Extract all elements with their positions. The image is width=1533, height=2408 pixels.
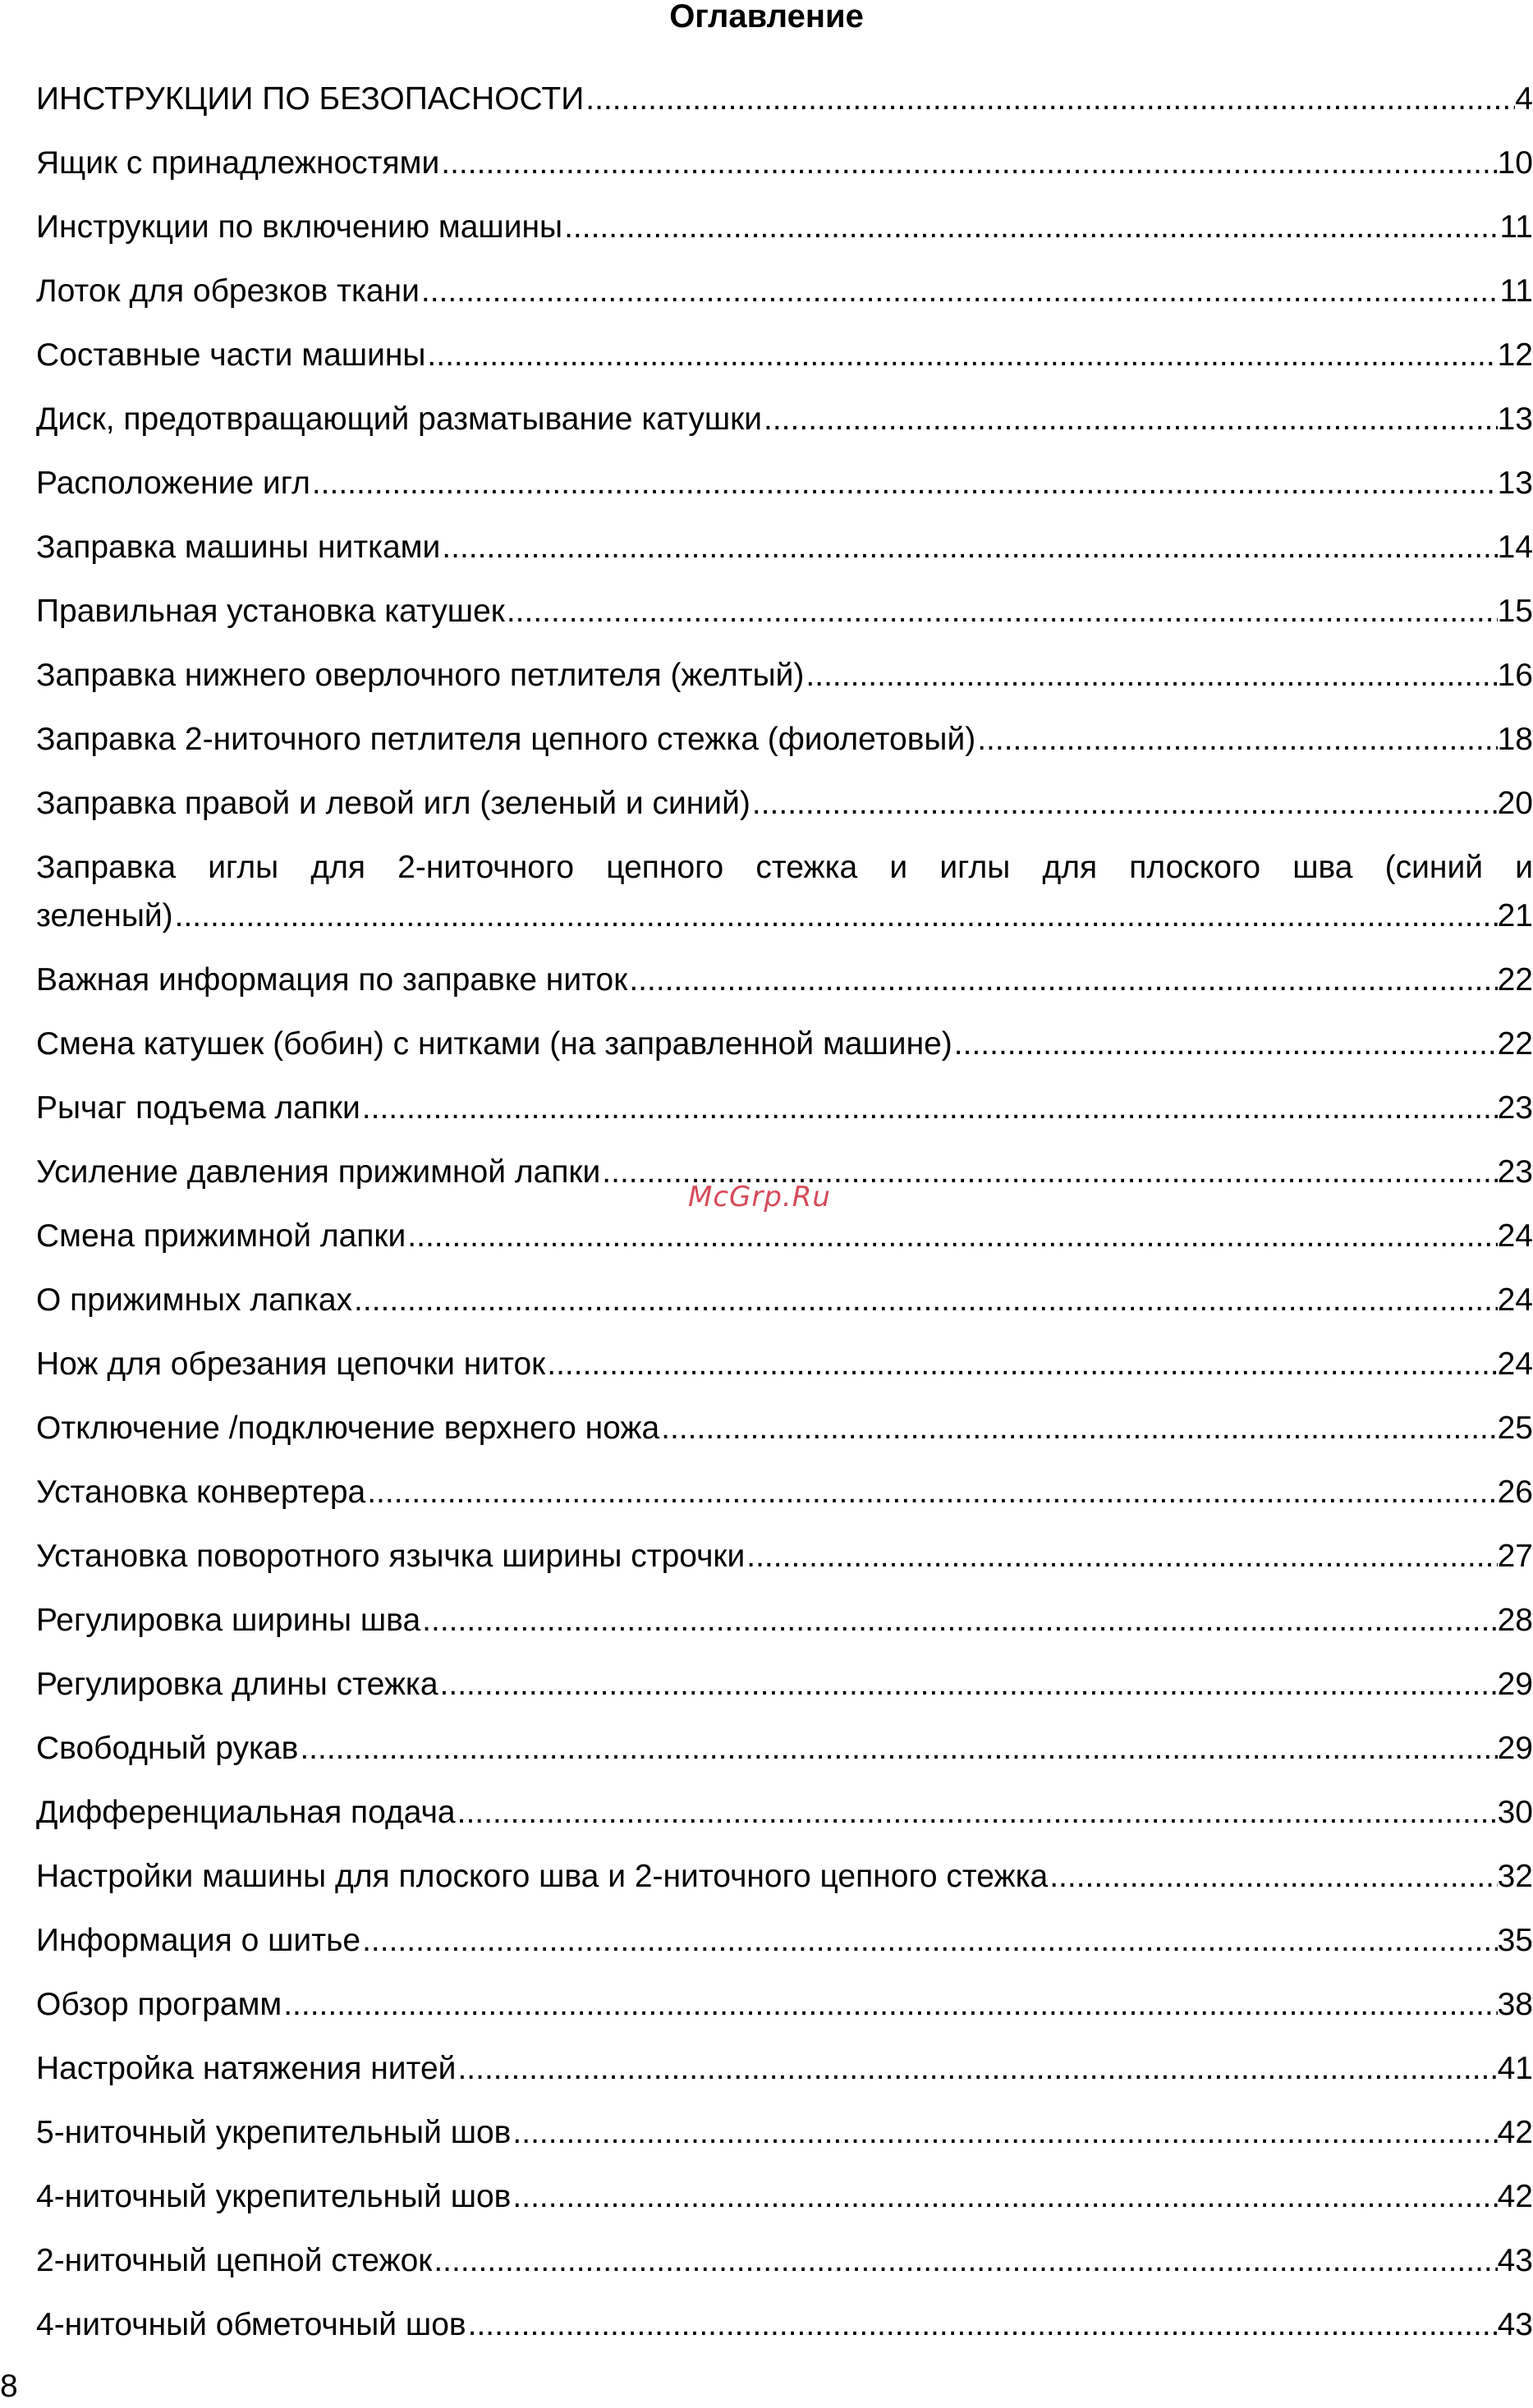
toc-entry-label: Смена прижимной лапки — [36, 1218, 406, 1254]
toc-entry-label: Смена катушек (бобин) с нитками (на заправленной машине) — [36, 1025, 952, 1062]
toc-entry[interactable] — [36, 1597, 1533, 1645]
toc-entry-label: Расположение игл — [36, 466, 310, 501]
toc-dot-leader — [661, 1405, 1497, 1453]
toc-entry[interactable] — [36, 1917, 1533, 1965]
toc-entry-page: 21 — [1497, 897, 1533, 933]
toc-entry-label: Инструкции по включению машины — [36, 209, 563, 245]
toc-entry-label: Правильная установка катушек — [36, 594, 505, 629]
toc-entry-label: 2-ниточный цепной стежок — [36, 2242, 433, 2278]
toc-entry[interactable] — [36, 780, 1533, 828]
toc-entry-label: Настройки машины для плоского шва и 2-ниточного цепного стежка — [36, 1858, 1049, 1894]
toc-entry-page: 28 — [1497, 1602, 1533, 1638]
toc-entry-page: 13 — [1497, 466, 1533, 501]
toc-entry-page: 41 — [1497, 2050, 1533, 2086]
toc-entry[interactable] — [36, 1789, 1533, 1837]
toc-entry-page: 29 — [1497, 1666, 1533, 1702]
toc-entry-page: 30 — [1497, 1794, 1533, 1830]
toc-entry-label: Ящик с принадлежностями — [36, 145, 440, 181]
toc-entry[interactable] — [36, 2301, 1533, 2350]
toc-entry-page: 16 — [1497, 658, 1533, 693]
toc-entry-label: Информация о шитье — [36, 1922, 361, 1958]
toc-entry[interactable] — [36, 1981, 1533, 2030]
toc-dot-leader — [512, 2173, 1497, 2222]
toc-dot-leader — [752, 780, 1498, 828]
toc-dot-leader — [629, 956, 1497, 1005]
toc-entry[interactable] — [36, 1853, 1533, 1901]
toc-entry[interactable] — [36, 1405, 1533, 1453]
toc-dot-leader — [585, 76, 1515, 124]
toc-entry[interactable] — [36, 140, 1533, 188]
toc-entry-page: 27 — [1497, 1538, 1533, 1574]
toc-dot-leader — [457, 1789, 1498, 1837]
toc-entry-label: Отключение /подключение верхнего ножа — [36, 1410, 660, 1446]
toc-dot-leader — [422, 1597, 1497, 1645]
toc-entry-page: 29 — [1497, 1730, 1533, 1766]
toc-dot-leader — [175, 892, 1498, 941]
toc-entry-label: Усиление давления прижимной лапки — [36, 1154, 601, 1190]
toc-entry-page: 43 — [1497, 2242, 1533, 2278]
toc-dot-leader — [468, 2301, 1498, 2350]
toc-entry-label: Диск, предотвращающий разматывание катушки — [36, 401, 763, 437]
toc-entry[interactable] — [36, 588, 1533, 636]
toc-dot-leader — [746, 1533, 1497, 1581]
toc-entry-page: 11 — [1499, 209, 1533, 245]
toc-dot-leader — [440, 1661, 1498, 1709]
toc-entry-label-line1: Заправка иглы для 2-ниточного цепного стежка и иглы для плоского шва (синий и — [36, 850, 1533, 885]
toc-entry[interactable] — [36, 716, 1533, 764]
toc-entry-page: 24 — [1497, 1346, 1533, 1382]
toc-entry[interactable] — [36, 1277, 1533, 1325]
toc-entry-page: 15 — [1497, 594, 1533, 629]
toc-entry-page: 43 — [1497, 2306, 1533, 2342]
page-number: 8 — [0, 2369, 18, 2404]
page-title: Оглавление — [669, 0, 864, 34]
toc-dot-leader — [421, 268, 1500, 316]
toc-entry[interactable] — [36, 652, 1533, 700]
toc-entry-page: 24 — [1497, 1282, 1533, 1318]
toc-entry-page: 38 — [1497, 1986, 1533, 2022]
table-of-contents — [36, 76, 1533, 2365]
toc-entry[interactable] — [36, 1661, 1533, 1709]
toc-entry-page: 24 — [1497, 1218, 1533, 1254]
toc-entry-label: Свободный рукав — [36, 1730, 299, 1766]
toc-entry[interactable] — [36, 1725, 1533, 1773]
toc-entry-label: Установка конвертера — [36, 1474, 366, 1510]
toc-entry-label: Заправка 2-ниточного петлителя цепного стежка (фиолетовый) — [36, 722, 976, 757]
toc-entry[interactable] — [36, 1213, 1533, 1261]
toc-entry-label: Настройка натяжения нитей — [36, 2050, 457, 2086]
toc-entry[interactable] — [36, 844, 1533, 940]
toc-dot-leader — [362, 1085, 1498, 1133]
toc-dot-leader — [283, 1981, 1497, 2030]
toc-dot-leader — [564, 204, 1499, 252]
toc-entry-label: Заправка машины нитками — [36, 530, 441, 565]
toc-entry[interactable] — [36, 1469, 1533, 1517]
toc-entry-page: 18 — [1497, 722, 1533, 757]
watermark: McGrp.Ru — [688, 1181, 831, 1213]
toc-entry-page: 35 — [1497, 1922, 1533, 1958]
toc-dot-leader — [354, 1277, 1498, 1325]
toc-entry-label: Регулировка длины стежка — [36, 1666, 438, 1702]
toc-entry-page: 23 — [1497, 1089, 1533, 1126]
toc-entry[interactable] — [36, 1341, 1533, 1389]
toc-dot-leader — [427, 332, 1497, 380]
toc-entry-label: 5-ниточный укрепительный шов — [36, 2114, 512, 2150]
toc-entry-page: 11 — [1499, 273, 1533, 309]
toc-entry-label: Заправка нижнего оверлочного петлителя (желтый) — [36, 658, 805, 693]
toc-dot-leader — [512, 2109, 1497, 2158]
toc-entry[interactable] — [36, 76, 1533, 124]
toc-entry-label: Составные части машины — [36, 337, 426, 373]
toc-dot-leader — [362, 1917, 1498, 1965]
toc-entry[interactable] — [36, 524, 1533, 572]
toc-dot-leader — [547, 1341, 1497, 1389]
toc-entry[interactable] — [36, 396, 1533, 444]
toc-entry[interactable] — [36, 1085, 1533, 1133]
toc-entry-page: 4 — [1515, 81, 1533, 117]
toc-entry-page: 22 — [1497, 961, 1533, 998]
toc-entry[interactable] — [36, 956, 1533, 1005]
toc-entry-label: Регулировка ширины шва — [36, 1602, 421, 1638]
toc-entry[interactable] — [36, 332, 1533, 380]
toc-entry-label: Дифференциальная подача — [36, 1794, 456, 1830]
toc-entry-page: 32 — [1497, 1858, 1533, 1894]
toc-entry[interactable] — [36, 2109, 1533, 2158]
toc-entry-page: 20 — [1497, 786, 1533, 821]
toc-dot-leader — [954, 1021, 1498, 1069]
toc-entry-page: 10 — [1497, 145, 1533, 181]
toc-dot-leader — [441, 140, 1497, 188]
toc-dot-leader — [977, 716, 1497, 764]
toc-dot-leader — [407, 1213, 1497, 1261]
toc-entry-label-line2: зеленый) — [36, 897, 173, 933]
toc-entry-label: Заправка правой и левой игл (зеленый и синий) — [36, 786, 750, 821]
toc-entry-label: Нож для обрезания цепочки ниток — [36, 1346, 546, 1382]
toc-entry[interactable] — [36, 2045, 1533, 2094]
toc-entry[interactable] — [36, 1533, 1533, 1581]
toc-dot-leader — [312, 460, 1498, 508]
toc-entry-page: 42 — [1497, 2114, 1533, 2150]
toc-entry[interactable] — [36, 460, 1533, 508]
toc-dot-leader — [764, 396, 1498, 444]
toc-entry-page: 42 — [1497, 2178, 1533, 2214]
toc-entry-page: 12 — [1497, 337, 1533, 373]
toc-entry-label: Установка поворотного язычка ширины строчки — [36, 1538, 746, 1574]
toc-entry[interactable] — [36, 204, 1533, 252]
toc-entry-label: Важная информация по заправке ниток — [36, 961, 628, 998]
toc-entry-page: 23 — [1497, 1154, 1533, 1190]
toc-dot-leader — [1049, 1853, 1497, 1901]
toc-dot-leader — [300, 1725, 1497, 1773]
toc-entry-label: Рычаг подъема лапки — [36, 1089, 360, 1126]
toc-dot-leader — [457, 2045, 1497, 2094]
toc-dot-leader — [434, 2237, 1497, 2286]
toc-dot-leader — [367, 1469, 1497, 1517]
toc-entry-page: 22 — [1497, 1025, 1533, 1062]
toc-entry-label: 4-ниточный укрепительный шов — [36, 2178, 512, 2214]
toc-entry-label: Обзор программ — [36, 1986, 282, 2022]
toc-entry-label: 4-ниточный обметочный шов — [36, 2306, 466, 2342]
toc-entry-page: 26 — [1497, 1474, 1533, 1510]
toc-entry[interactable] — [36, 2237, 1533, 2286]
toc-dot-leader — [507, 588, 1498, 636]
toc-entry-label: Лоток для обрезков ткани — [36, 273, 420, 309]
toc-entry-page: 13 — [1497, 401, 1533, 437]
toc-entry[interactable] — [36, 2173, 1533, 2222]
toc-entry[interactable] — [36, 1021, 1533, 1069]
toc-entry-page: 14 — [1497, 530, 1533, 565]
toc-entry-label: ИНСТРУКЦИИ ПО БЕЗОПАСНОСТИ — [36, 81, 585, 117]
toc-entry-label: О прижимных лапках — [36, 1282, 353, 1318]
toc-dot-leader — [442, 524, 1497, 572]
toc-dot-leader — [806, 652, 1497, 700]
toc-entry-page: 25 — [1497, 1410, 1533, 1446]
toc-entry-line2 — [36, 892, 1533, 941]
toc-entry[interactable] — [36, 268, 1533, 316]
